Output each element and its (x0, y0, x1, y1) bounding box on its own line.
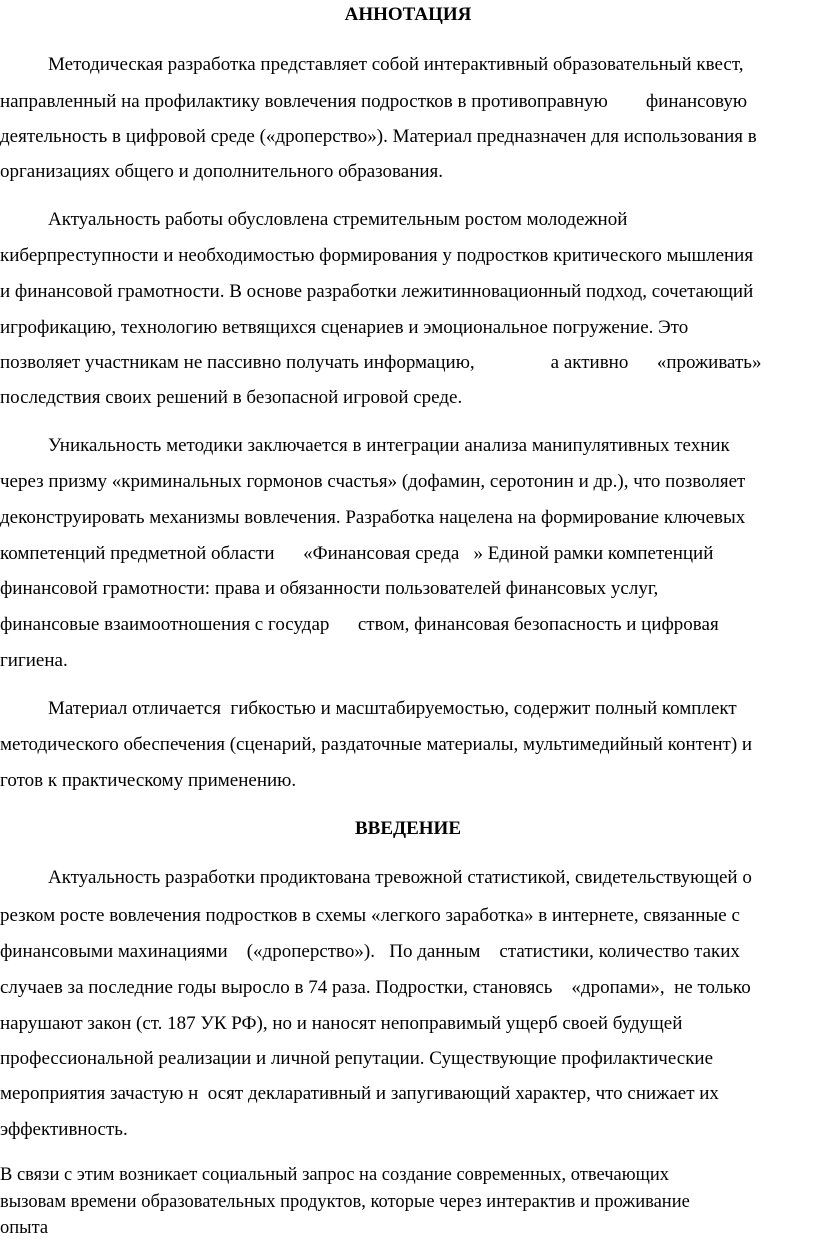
annotation-line-18: Материал отличается гибкостью и масштабируемостью, содержит полный комплект (48, 698, 737, 719)
annotation-line-4: организациях общего и дополнительного образования. (0, 161, 444, 182)
introduction-line-9: В связи с этим возникает социальный запрос на создание современных, отвечающих (0, 1165, 669, 1185)
annotation-line-2: направленный на профилактику вовлечения подростков в противоправную финансовую (0, 91, 748, 112)
annotation-line-10: последствия своих решений в безопасной игровой среде. (0, 387, 463, 408)
annotation-line-3: деятельность в цифровой среде («дроперство»). Материал предназначен для использования в (0, 126, 757, 147)
introduction-heading: ВВЕДЕНИЕ (355, 818, 461, 839)
annotation-line-14: компетенций предметной области «Финансовая среда » Единой рамки компетенций (0, 543, 714, 564)
annotation-line-9: позволяет участникам не пассивно получать информацию, а активно «проживать» (0, 352, 762, 373)
introduction-line-8: эффективность. (0, 1119, 128, 1140)
annotation-heading: АННОТАЦИЯ (344, 4, 472, 25)
annotation-line-12: через призму «криминальных гормонов счастья» (дофамин, серотонин и др.), что позволяет (0, 471, 746, 492)
annotation-line-17: гигиена. (0, 650, 68, 671)
annotation-line-6: киберпреступности и необходимостью формирования у подростков критического мышления (0, 245, 754, 266)
introduction-line-5: нарушают закон (ст. 187 УК РФ), но и наносят непоправимый ущерб своей будущей (0, 1013, 683, 1034)
annotation-line-15: финансовой грамотности: права и обязанности пользователей финансовых услуг, (0, 578, 659, 599)
annotation-line-19: методического обеспечения (сценарий, раздаточные материалы, мультимедийный контент) и (0, 734, 753, 755)
introduction-line-6: профессиональной реализации и личной репутации. Существующие профилактические (0, 1048, 714, 1069)
introduction-line-1: Актуальность разработки продиктована тревожной статистикой, свидетельствующей о (48, 867, 752, 888)
annotation-line-5: Актуальность работы обусловлена стремительным ростом молодежной (48, 209, 628, 230)
annotation-line-13: деконструировать механизмы вовлечения. Разработка нацелена на формирование ключевых (0, 507, 746, 528)
introduction-line-11: опыта (0, 1218, 49, 1238)
introduction-line-10: вызовам времени образовательных продуктов, которые через интерактив и проживание (0, 1192, 690, 1212)
annotation-line-7: и финансовой грамотности. В основе разработки лежитинновационный подход, сочетающий (0, 281, 754, 302)
annotation-line-16: финансовые взаимоотношения с государ ством, финансовая безопасность и цифровая (0, 614, 719, 635)
annotation-line-20: готов к практическому применению. (0, 770, 297, 791)
introduction-line-3: финансовыми махинациями («дроперство»). По данным статистики, количество таких (0, 941, 740, 962)
annotation-line-11: Уникальность методики заключается в интеграции анализа манипулятивных техник (48, 435, 730, 456)
introduction-line-4: случаев за последние годы выросло в 74 раза. Подростки, становясь «дропами», не только (0, 977, 751, 998)
introduction-line-7: мероприятия зачастую н осят декларативный и запугивающий характер, что снижает их (0, 1083, 719, 1104)
introduction-line-2: резком росте вовлечения подростков в схемы «легкого заработка» в интернете, связанные с (0, 905, 740, 926)
annotation-line-1: Методическая разработка представляет собой интерактивный образовательный квест, (48, 54, 744, 75)
annotation-line-8: игрофикацию, технологию ветвящихся сценариев и эмоциональное погружение. Это (0, 317, 689, 338)
